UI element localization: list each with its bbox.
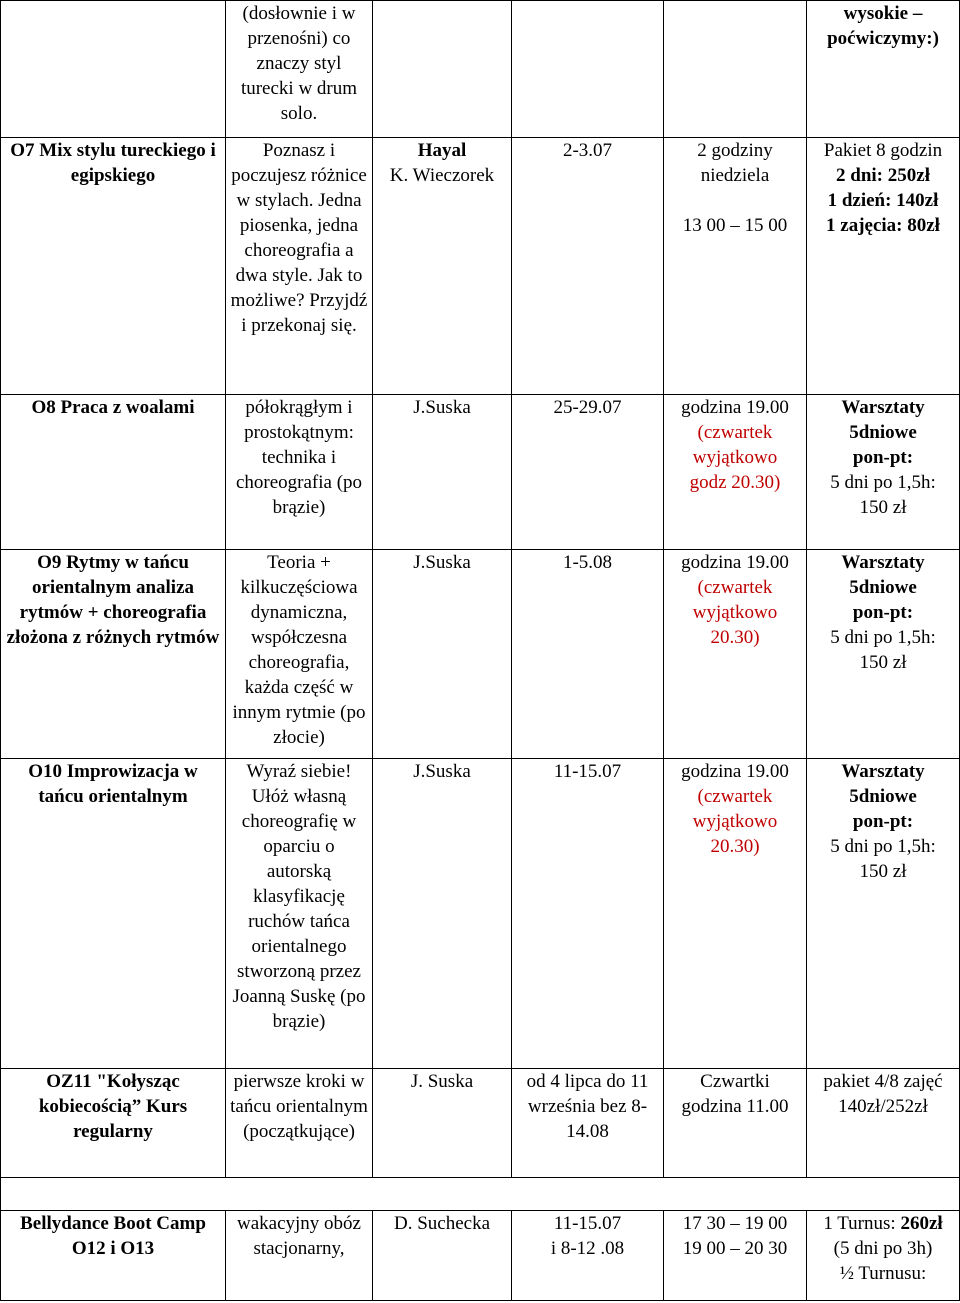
table-row-empty [1, 1178, 960, 1211]
time [664, 1, 807, 138]
time: godzina 19.00 (czwartek wyjątkowo 20.30) [664, 550, 807, 759]
time: 2 godziny niedziela 13 00 – 15 00 [664, 138, 807, 395]
spacer-cell [1, 1178, 960, 1211]
price: Warsztaty 5dniowe pon-pt: 5 dni po 1,5h: 150 zł [807, 395, 960, 550]
table-row [1, 1, 960, 138]
instructor: J. Suska [373, 1069, 512, 1178]
time: Czwartki godzina 11.00 [664, 1069, 807, 1178]
instructor: J.Suska [373, 759, 512, 1069]
course-name: O7 Mix stylu tureckiego i egipskiego [1, 138, 226, 395]
dates: 25-29.07 [512, 395, 664, 550]
price: pakiet 4/8 zajęć 140zł/252zł [807, 1069, 960, 1178]
dates: 11-15.07 [512, 759, 664, 1069]
time: 17 30 – 19 00 19 00 – 20 30 [664, 1211, 807, 1301]
table-row [1, 138, 960, 395]
course-description: Wyraź siebie! Ułóż własną choreografię w oparciu o autorską klasyfikację ruchów tańca orientalnego stworzoną przez Joanną Suskę (po brązie) [226, 759, 373, 1069]
instructor: J.Suska [373, 550, 512, 759]
course-name: Bellydance Boot Camp O12 i O13 [1, 1211, 226, 1301]
dates: 11-15.07 i 8-12 .08 [512, 1211, 664, 1301]
instructor: Hayal K. Wieczorek [373, 138, 512, 395]
table-row [1, 395, 960, 550]
instructor: D. Suchecka [373, 1211, 512, 1301]
course-description: pierwsze kroki w tańcu orientalnym (początkujące) [226, 1069, 373, 1178]
dates: od 4 lipca do 11 września bez 8-14.08 [512, 1069, 664, 1178]
price: Warsztaty 5dniowe pon-pt: 5 dni po 1,5h: 150 zł [807, 759, 960, 1069]
course-description: Poznasz i poczujesz różnice w stylach. Jedna piosenka, jedna choreografia a dwa style. Jak to możliwe? Przyjdź i przekonaj się. [226, 138, 373, 395]
table-row [1, 759, 960, 1069]
instructor [373, 1, 512, 138]
dates: 2-3.07 [512, 138, 664, 395]
price: 1 Turnus: 260zł (5 dni po 3h) ½ Turnusu: [807, 1211, 960, 1301]
course-name: OZ11 "Kołysząc kobiecością” Kurs regularny [1, 1069, 226, 1178]
course-name [1, 1, 226, 138]
table-row [1, 1069, 960, 1178]
table-row [1, 550, 960, 759]
course-description: półokrągłym i prostokątnym: technika i choreografia (po brązie) [226, 395, 373, 550]
course-name: O10 Improwizacja w tańcu orientalnym [1, 759, 226, 1069]
price: Warsztaty 5dniowe pon-pt: 5 dni po 1,5h: 150 zł [807, 550, 960, 759]
price: wysokie – poćwiczymy:) [807, 1, 960, 138]
course-description: Teoria + kilkuczęściowa dynamiczna, współczesna choreografia, każda część w innym rytmie (po złocie) [226, 550, 373, 759]
dates: 1-5.08 [512, 550, 664, 759]
course-description: wakacyjny obóz stacjonarny, [226, 1211, 373, 1301]
course-name: O9 Rytmy w tańcu orientalnym analiza rytmów + choreografia złożona z różnych rytmów [1, 550, 226, 759]
course-description: (dosłownie i w przenośni) co znaczy styl turecki w drum solo. [226, 1, 373, 138]
course-name: O8 Praca z woalami [1, 395, 226, 550]
price: Pakiet 8 godzin 2 dni: 250zł 1 dzień: 140zł 1 zajęcia: 80zł [807, 138, 960, 395]
time: godzina 19.00 (czwartek wyjątkowo godz 20.30) [664, 395, 807, 550]
dates [512, 1, 664, 138]
instructor: J.Suska [373, 395, 512, 550]
time: godzina 19.00 (czwartek wyjątkowo 20.30) [664, 759, 807, 1069]
table-row [1, 1211, 960, 1301]
